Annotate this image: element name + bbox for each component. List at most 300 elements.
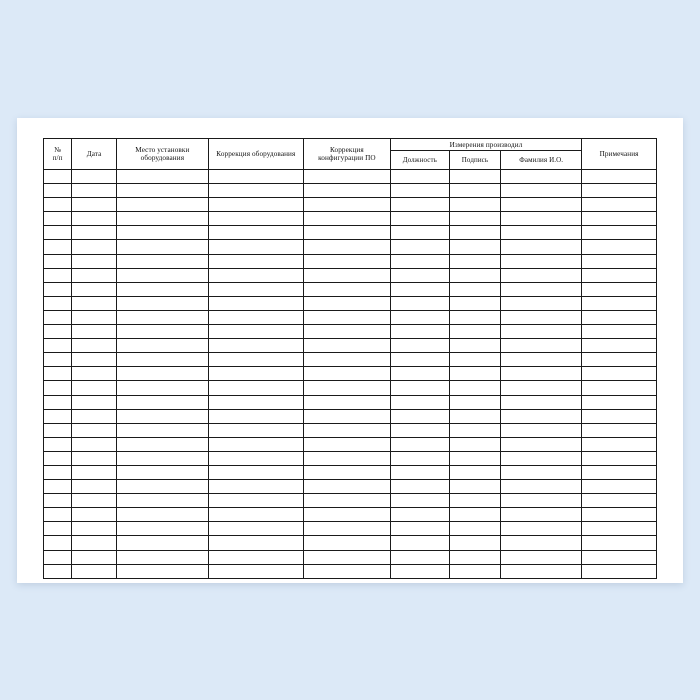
- table-row[interactable]: [44, 480, 657, 494]
- table-cell[interactable]: [501, 409, 582, 423]
- table-cell[interactable]: [449, 268, 500, 282]
- table-cell[interactable]: [44, 170, 72, 184]
- table-cell[interactable]: [208, 423, 303, 437]
- table-cell[interactable]: [390, 465, 449, 479]
- table-cell[interactable]: [44, 367, 72, 381]
- table-row[interactable]: [44, 198, 657, 212]
- table-cell[interactable]: [208, 353, 303, 367]
- table-cell[interactable]: [72, 381, 117, 395]
- table-cell[interactable]: [72, 564, 117, 578]
- table-cell[interactable]: [449, 339, 500, 353]
- table-cell[interactable]: [303, 282, 390, 296]
- table-cell[interactable]: [72, 184, 117, 198]
- table-cell[interactable]: [303, 522, 390, 536]
- table-cell[interactable]: [116, 198, 208, 212]
- table-cell[interactable]: [390, 564, 449, 578]
- table-cell[interactable]: [303, 494, 390, 508]
- table-cell[interactable]: [303, 381, 390, 395]
- table-cell[interactable]: [501, 170, 582, 184]
- table-cell[interactable]: [582, 536, 657, 550]
- table-cell[interactable]: [501, 465, 582, 479]
- table-cell[interactable]: [390, 423, 449, 437]
- table-cell[interactable]: [582, 437, 657, 451]
- table-cell[interactable]: [582, 325, 657, 339]
- table-cell[interactable]: [390, 522, 449, 536]
- table-cell[interactable]: [449, 212, 500, 226]
- table-cell[interactable]: [44, 325, 72, 339]
- table-cell[interactable]: [501, 564, 582, 578]
- header-row-main: [44, 139, 657, 151]
- table-cell[interactable]: [501, 395, 582, 409]
- table-row[interactable]: [44, 310, 657, 324]
- table-cell[interactable]: [208, 184, 303, 198]
- table-cell[interactable]: [116, 226, 208, 240]
- table-cell[interactable]: [44, 522, 72, 536]
- table-cell[interactable]: [449, 325, 500, 339]
- table-cell[interactable]: [501, 339, 582, 353]
- table-cell[interactable]: [208, 296, 303, 310]
- table-cell[interactable]: [44, 564, 72, 578]
- table-cell[interactable]: [208, 282, 303, 296]
- table-cell[interactable]: [208, 522, 303, 536]
- table-cell[interactable]: [390, 550, 449, 564]
- table-row[interactable]: [44, 325, 657, 339]
- table-cell[interactable]: [501, 451, 582, 465]
- table-cell[interactable]: [72, 395, 117, 409]
- table-cell[interactable]: [449, 353, 500, 367]
- table-cell[interactable]: [72, 522, 117, 536]
- table-cell[interactable]: [208, 409, 303, 423]
- table-cell[interactable]: [501, 480, 582, 494]
- table-cell[interactable]: [449, 508, 500, 522]
- table-cell[interactable]: [390, 451, 449, 465]
- table-cell[interactable]: [208, 198, 303, 212]
- table-row[interactable]: [44, 550, 657, 564]
- table-cell[interactable]: [582, 282, 657, 296]
- table-cell[interactable]: [208, 480, 303, 494]
- table-cell[interactable]: [303, 367, 390, 381]
- table-cell[interactable]: [582, 240, 657, 254]
- table-cell[interactable]: [208, 310, 303, 324]
- table-cell[interactable]: [303, 184, 390, 198]
- table-cell[interactable]: [208, 564, 303, 578]
- table-cell[interactable]: [390, 381, 449, 395]
- table-row[interactable]: [44, 296, 657, 310]
- table-cell[interactable]: [303, 465, 390, 479]
- table-cell[interactable]: [44, 381, 72, 395]
- table-cell[interactable]: [44, 282, 72, 296]
- table-cell[interactable]: [116, 381, 208, 395]
- table-cell[interactable]: [582, 339, 657, 353]
- table-cell[interactable]: [582, 409, 657, 423]
- table-cell[interactable]: [208, 395, 303, 409]
- table-cell[interactable]: [390, 494, 449, 508]
- table-cell[interactable]: [116, 437, 208, 451]
- table-cell[interactable]: [72, 353, 117, 367]
- table-cell[interactable]: [501, 381, 582, 395]
- table-cell[interactable]: [303, 170, 390, 184]
- table-cell[interactable]: [116, 508, 208, 522]
- table-cell[interactable]: [501, 310, 582, 324]
- table-cell[interactable]: [501, 522, 582, 536]
- table-cell[interactable]: [449, 480, 500, 494]
- table-cell[interactable]: [116, 296, 208, 310]
- table-cell[interactable]: [208, 550, 303, 564]
- table-cell[interactable]: [208, 367, 303, 381]
- table-cell[interactable]: [449, 226, 500, 240]
- table-cell[interactable]: [44, 494, 72, 508]
- table-cell[interactable]: [44, 409, 72, 423]
- table-cell[interactable]: [303, 395, 390, 409]
- table-cell[interactable]: [390, 409, 449, 423]
- table-cell[interactable]: [303, 423, 390, 437]
- table-cell[interactable]: [582, 268, 657, 282]
- table-cell[interactable]: [390, 367, 449, 381]
- table-cell[interactable]: [44, 240, 72, 254]
- table-cell[interactable]: [582, 296, 657, 310]
- table-cell[interactable]: [208, 536, 303, 550]
- table-cell[interactable]: [449, 296, 500, 310]
- table-cell[interactable]: [501, 198, 582, 212]
- table-cell[interactable]: [72, 268, 117, 282]
- table-cell[interactable]: [208, 240, 303, 254]
- table-cell[interactable]: [501, 184, 582, 198]
- table-cell[interactable]: [390, 240, 449, 254]
- table-row[interactable]: [44, 508, 657, 522]
- table-cell[interactable]: [303, 198, 390, 212]
- table-cell[interactable]: [72, 480, 117, 494]
- table-cell[interactable]: [208, 451, 303, 465]
- table-cell[interactable]: [303, 550, 390, 564]
- table-cell[interactable]: [44, 508, 72, 522]
- table-cell[interactable]: [449, 240, 500, 254]
- table-cell[interactable]: [390, 282, 449, 296]
- table-cell[interactable]: [501, 296, 582, 310]
- header-software-line1: Коррекция: [329, 145, 364, 154]
- table-cell[interactable]: [449, 437, 500, 451]
- table-cell[interactable]: [303, 254, 390, 268]
- table-cell[interactable]: [582, 480, 657, 494]
- table-cell[interactable]: [449, 423, 500, 437]
- table-cell[interactable]: [582, 564, 657, 578]
- table-cell[interactable]: [72, 550, 117, 564]
- table-cell[interactable]: [303, 564, 390, 578]
- table-cell[interactable]: [390, 198, 449, 212]
- table-cell[interactable]: [208, 268, 303, 282]
- table-cell[interactable]: [449, 395, 500, 409]
- table-cell[interactable]: [501, 536, 582, 550]
- table-cell[interactable]: [116, 212, 208, 226]
- table-cell[interactable]: [390, 296, 449, 310]
- table-cell[interactable]: [116, 339, 208, 353]
- header-number-line1: №: [54, 145, 62, 154]
- table-row[interactable]: [44, 339, 657, 353]
- table-cell[interactable]: [303, 226, 390, 240]
- table-cell[interactable]: [44, 465, 72, 479]
- table-cell[interactable]: [449, 282, 500, 296]
- table-cell[interactable]: [72, 367, 117, 381]
- table-cell[interactable]: [44, 353, 72, 367]
- table-cell[interactable]: [303, 480, 390, 494]
- table-cell[interactable]: [449, 367, 500, 381]
- table-cell[interactable]: [582, 522, 657, 536]
- table-cell[interactable]: [72, 282, 117, 296]
- table-row[interactable]: [44, 536, 657, 550]
- table-row[interactable]: [44, 240, 657, 254]
- table-row[interactable]: [44, 465, 657, 479]
- table-cell[interactable]: [582, 381, 657, 395]
- table-cell[interactable]: [208, 437, 303, 451]
- table-row[interactable]: [44, 353, 657, 367]
- table-row[interactable]: [44, 268, 657, 282]
- header-number: [44, 139, 72, 170]
- table-cell[interactable]: [116, 536, 208, 550]
- table-cell[interactable]: [303, 296, 390, 310]
- table-cell[interactable]: [303, 325, 390, 339]
- table-cell[interactable]: [116, 494, 208, 508]
- table-cell[interactable]: [390, 480, 449, 494]
- table-cell[interactable]: [303, 409, 390, 423]
- table-cell[interactable]: [72, 437, 117, 451]
- table-cell[interactable]: [390, 254, 449, 268]
- table-cell[interactable]: [501, 437, 582, 451]
- table-cell[interactable]: [582, 465, 657, 479]
- table-cell[interactable]: [303, 240, 390, 254]
- table-cell[interactable]: [449, 536, 500, 550]
- table-cell[interactable]: [449, 564, 500, 578]
- table-cell[interactable]: [208, 170, 303, 184]
- table-cell[interactable]: [44, 480, 72, 494]
- table-cell[interactable]: [303, 437, 390, 451]
- table-cell[interactable]: [390, 268, 449, 282]
- table-cell[interactable]: [44, 268, 72, 282]
- table-cell[interactable]: [501, 367, 582, 381]
- header-software-line2: конфигурации ПО: [318, 154, 376, 162]
- table-cell[interactable]: [582, 367, 657, 381]
- table-cell[interactable]: [582, 310, 657, 324]
- table-cell[interactable]: [449, 198, 500, 212]
- table-row[interactable]: [44, 423, 657, 437]
- table-cell[interactable]: [208, 254, 303, 268]
- header-number-line2: п/п: [52, 154, 63, 162]
- table-cell[interactable]: [44, 296, 72, 310]
- table-cell[interactable]: [72, 339, 117, 353]
- table-cell[interactable]: [72, 325, 117, 339]
- table-cell[interactable]: [501, 508, 582, 522]
- table-cell[interactable]: [501, 325, 582, 339]
- table-cell[interactable]: [390, 325, 449, 339]
- table-row[interactable]: [44, 170, 657, 184]
- table-cell[interactable]: [390, 536, 449, 550]
- table-cell[interactable]: [303, 268, 390, 282]
- table-cell[interactable]: [72, 508, 117, 522]
- table-cell[interactable]: [116, 268, 208, 282]
- table-cell[interactable]: [44, 198, 72, 212]
- table-cell[interactable]: [582, 254, 657, 268]
- table-cell[interactable]: [44, 184, 72, 198]
- table-cell[interactable]: [72, 296, 117, 310]
- table-cell[interactable]: [44, 423, 72, 437]
- table-cell[interactable]: [116, 325, 208, 339]
- table-cell[interactable]: [303, 310, 390, 324]
- table-cell[interactable]: [208, 212, 303, 226]
- table-cell[interactable]: [449, 522, 500, 536]
- table-cell[interactable]: [501, 282, 582, 296]
- table-cell[interactable]: [44, 310, 72, 324]
- table-cell[interactable]: [72, 423, 117, 437]
- table-cell[interactable]: [44, 437, 72, 451]
- table-cell[interactable]: [116, 310, 208, 324]
- table-cell[interactable]: [72, 494, 117, 508]
- table-row[interactable]: [44, 409, 657, 423]
- table-cell[interactable]: [208, 508, 303, 522]
- table-cell[interactable]: [449, 451, 500, 465]
- table-cell[interactable]: [72, 212, 117, 226]
- table-cell[interactable]: [208, 494, 303, 508]
- table-cell[interactable]: [582, 170, 657, 184]
- table-row[interactable]: [44, 494, 657, 508]
- table-cell[interactable]: [72, 310, 117, 324]
- table-cell[interactable]: [72, 170, 117, 184]
- table-cell[interactable]: [208, 465, 303, 479]
- table-cell[interactable]: [303, 339, 390, 353]
- table-cell[interactable]: [208, 381, 303, 395]
- table-cell[interactable]: [390, 508, 449, 522]
- table-cell[interactable]: [208, 339, 303, 353]
- table-cell[interactable]: [582, 198, 657, 212]
- table-cell[interactable]: [449, 184, 500, 198]
- table-cell[interactable]: [390, 184, 449, 198]
- table-cell[interactable]: [208, 226, 303, 240]
- table-row[interactable]: [44, 381, 657, 395]
- table-cell[interactable]: [208, 325, 303, 339]
- table-cell[interactable]: [449, 254, 500, 268]
- table-cell[interactable]: [116, 550, 208, 564]
- table-cell[interactable]: [44, 226, 72, 240]
- table-cell[interactable]: [72, 451, 117, 465]
- table-cell[interactable]: [390, 310, 449, 324]
- table-cell[interactable]: [116, 451, 208, 465]
- table-cell[interactable]: [501, 353, 582, 367]
- table-cell[interactable]: [390, 170, 449, 184]
- table-cell[interactable]: [582, 184, 657, 198]
- table-cell[interactable]: [501, 212, 582, 226]
- table-cell[interactable]: [303, 212, 390, 226]
- table-cell[interactable]: [303, 508, 390, 522]
- table-cell[interactable]: [449, 381, 500, 395]
- table-cell[interactable]: [116, 423, 208, 437]
- table-row[interactable]: [44, 564, 657, 578]
- table-cell[interactable]: [44, 212, 72, 226]
- table-cell[interactable]: [501, 240, 582, 254]
- table-row[interactable]: [44, 437, 657, 451]
- table-cell[interactable]: [116, 409, 208, 423]
- table-cell[interactable]: [116, 184, 208, 198]
- table-cell[interactable]: [44, 536, 72, 550]
- table-cell[interactable]: [116, 465, 208, 479]
- table-cell[interactable]: [116, 254, 208, 268]
- table-row[interactable]: [44, 226, 657, 240]
- table-cell[interactable]: [390, 437, 449, 451]
- table-cell[interactable]: [116, 480, 208, 494]
- table-row[interactable]: [44, 212, 657, 226]
- table-row[interactable]: [44, 395, 657, 409]
- table-cell[interactable]: [582, 550, 657, 564]
- table-cell[interactable]: [390, 226, 449, 240]
- table-cell[interactable]: [303, 353, 390, 367]
- table-cell[interactable]: [449, 550, 500, 564]
- table-cell[interactable]: [44, 451, 72, 465]
- table-cell[interactable]: [449, 409, 500, 423]
- table-row[interactable]: [44, 282, 657, 296]
- table-cell[interactable]: [116, 170, 208, 184]
- table-cell[interactable]: [501, 494, 582, 508]
- table-cell[interactable]: [72, 198, 117, 212]
- table-cell[interactable]: [116, 282, 208, 296]
- table-cell[interactable]: [582, 451, 657, 465]
- table-cell[interactable]: [44, 395, 72, 409]
- table-row[interactable]: [44, 254, 657, 268]
- table-cell[interactable]: [501, 254, 582, 268]
- table-cell[interactable]: [390, 212, 449, 226]
- table-cell[interactable]: [72, 254, 117, 268]
- table-cell[interactable]: [501, 226, 582, 240]
- table-cell[interactable]: [582, 508, 657, 522]
- table-cell[interactable]: [501, 423, 582, 437]
- table-cell[interactable]: [72, 240, 117, 254]
- table-cell[interactable]: [582, 212, 657, 226]
- table-cell[interactable]: [116, 353, 208, 367]
- table-cell[interactable]: [116, 522, 208, 536]
- table-cell[interactable]: [501, 550, 582, 564]
- table-cell[interactable]: [72, 465, 117, 479]
- table-row[interactable]: [44, 367, 657, 381]
- table-cell[interactable]: [72, 226, 117, 240]
- table-cell[interactable]: [582, 226, 657, 240]
- table-cell[interactable]: [449, 310, 500, 324]
- table-cell[interactable]: [116, 367, 208, 381]
- table-cell[interactable]: [72, 409, 117, 423]
- table-cell[interactable]: [582, 395, 657, 409]
- table-cell[interactable]: [449, 465, 500, 479]
- table-cell[interactable]: [303, 536, 390, 550]
- table-cell[interactable]: [449, 170, 500, 184]
- header-place-line2: оборудования: [140, 154, 185, 162]
- table-cell[interactable]: [390, 395, 449, 409]
- table-cell[interactable]: [44, 339, 72, 353]
- table-cell[interactable]: [72, 536, 117, 550]
- table-cell[interactable]: [582, 353, 657, 367]
- table-cell[interactable]: [116, 395, 208, 409]
- table-cell[interactable]: [116, 564, 208, 578]
- table-cell[interactable]: [449, 494, 500, 508]
- header-full-name: Фамилия И.О.: [501, 151, 582, 170]
- table-cell[interactable]: [390, 353, 449, 367]
- table-cell[interactable]: [501, 268, 582, 282]
- table-cell[interactable]: [303, 451, 390, 465]
- table-cell[interactable]: [582, 494, 657, 508]
- table-row[interactable]: [44, 184, 657, 198]
- table-cell[interactable]: [44, 550, 72, 564]
- table-area: [43, 138, 657, 561]
- table-cell[interactable]: [582, 423, 657, 437]
- table-row[interactable]: [44, 522, 657, 536]
- header-software-correction: [303, 139, 390, 170]
- table-row[interactable]: [44, 451, 657, 465]
- table-cell[interactable]: [44, 254, 72, 268]
- table-cell[interactable]: [390, 339, 449, 353]
- table-cell[interactable]: [116, 240, 208, 254]
